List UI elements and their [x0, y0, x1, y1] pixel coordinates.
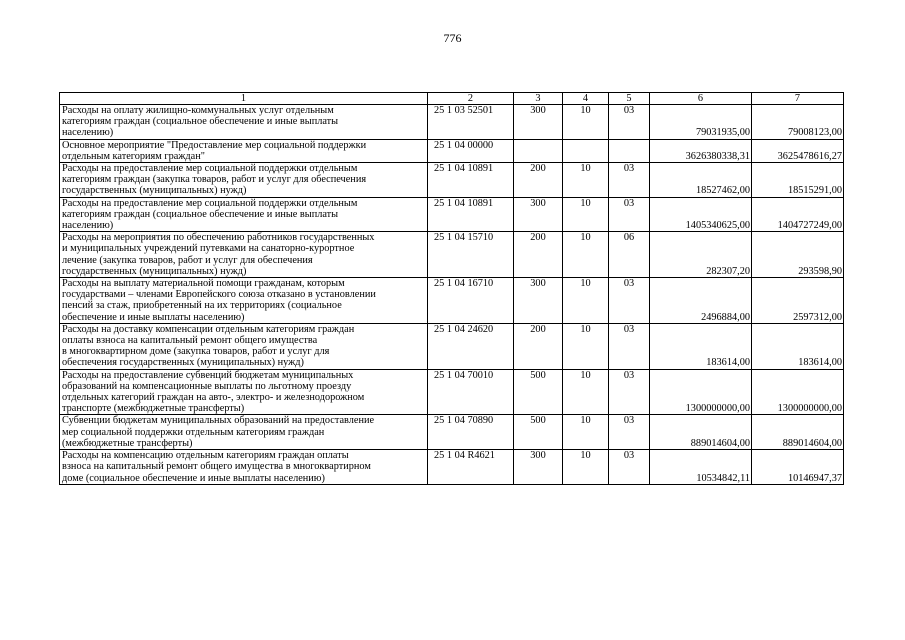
section-cell: 10	[563, 415, 609, 450]
expense-name-line: транспорте (межбюджетные трансферты)	[62, 403, 245, 415]
expense-name-line: Расходы на выплату материальной помощи гражданам, которым	[62, 278, 345, 290]
header-cell: 6	[650, 93, 752, 105]
expense-type-cell: 500	[514, 415, 563, 450]
classification-code-cell: 25 1 04 70010	[428, 369, 514, 415]
table-row	[60, 197, 844, 232]
classification-code-cell: 25 1 04 24620	[428, 323, 514, 369]
amount-year2-cell: 2597312,00	[752, 278, 844, 324]
table-row	[60, 415, 844, 450]
section-cell: 10	[563, 450, 609, 485]
expense-name-cell	[60, 139, 428, 162]
expense-name-line: пенсий за стаж, приобретенный на их территориях (социальное	[62, 300, 342, 312]
budget-table	[59, 92, 844, 485]
subsection-cell	[609, 139, 650, 162]
expense-name-line: государственных (муниципальных) нужд)	[62, 265, 247, 277]
expense-name-line: Субвенции бюджетам муниципальных образований на предоставление	[62, 415, 375, 427]
expense-name-line: образований на компенсационные выплаты по льготному проезду	[62, 380, 352, 392]
subsection-cell: 03	[609, 450, 650, 485]
expense-name-line: категориям граждан (закупка товаров, работ и услуг для обеспечения	[62, 174, 367, 186]
amount-year1-cell: 10534842,11	[650, 450, 752, 485]
amount-year2-cell: 18515291,00	[752, 163, 844, 198]
amount-year2-cell: 183614,00	[752, 323, 844, 369]
header-cell: 4	[563, 93, 609, 105]
expense-name-line: (межбюджетные трансферты)	[62, 437, 193, 449]
classification-code-cell: 25 1 04 00000	[428, 139, 514, 162]
header-cell: 3	[514, 93, 563, 105]
expense-name-line: доме (социальное обеспечение и иные выплаты населению)	[62, 472, 325, 484]
amount-year1-cell: 282307,20	[650, 232, 752, 278]
expense-name-line: мер социальной поддержки отдельным категориям граждан	[62, 426, 325, 438]
expense-type-cell: 300	[514, 105, 563, 140]
expense-name-line: населению)	[62, 220, 114, 232]
amount-year1-cell: 3626380338,31	[650, 139, 752, 162]
classification-code-cell: 25 1 03 52501	[428, 105, 514, 140]
subsection-cell: 03	[609, 105, 650, 140]
table-row	[60, 323, 844, 369]
header-row	[60, 93, 844, 105]
expense-name-cell	[60, 278, 428, 324]
expense-type-cell	[514, 139, 563, 162]
amount-year1-cell: 1405340625,00	[650, 197, 752, 232]
section-cell	[563, 139, 609, 162]
expense-name-line: населению)	[62, 127, 114, 139]
subsection-cell: 03	[609, 323, 650, 369]
expense-name-line: Расходы на компенсацию отдельным категориям граждан оплаты	[62, 450, 349, 462]
amount-year1-cell: 889014604,00	[650, 415, 752, 450]
subsection-cell: 03	[609, 278, 650, 324]
expense-name-line: Расходы на предоставление мер социальной поддержки отдельным	[62, 197, 358, 209]
expense-name-line: категориям граждан (социальное обеспечение и иные выплаты	[62, 208, 339, 220]
amount-year1-cell: 183614,00	[650, 323, 752, 369]
expense-name-line: Расходы на мероприятия по обеспечению работников государственных	[62, 232, 375, 244]
header-cell: 2	[428, 93, 514, 105]
table-row	[60, 139, 844, 162]
amount-year2-cell: 10146947,37	[752, 450, 844, 485]
expense-name-line: обеспечение и иные выплаты населению)	[62, 311, 245, 323]
expense-name-cell	[60, 197, 428, 232]
amount-year2-cell: 1300000000,00	[752, 369, 844, 415]
expense-name-cell	[60, 105, 428, 140]
expense-name-line: в многоквартирном доме (закупка товаров, работ и услуг для	[62, 346, 330, 358]
header-cell: 1	[60, 93, 428, 105]
expense-name-cell	[60, 450, 428, 485]
classification-code-cell: 25 1 04 10891	[428, 163, 514, 198]
expense-type-cell: 200	[514, 232, 563, 278]
section-cell: 10	[563, 323, 609, 369]
expense-name-cell	[60, 163, 428, 198]
section-cell: 10	[563, 278, 609, 324]
section-cell: 10	[563, 105, 609, 140]
expense-name-cell	[60, 323, 428, 369]
expense-name-line: государствами – членами Европейского союза отказано в установлении	[62, 289, 376, 301]
subsection-cell: 03	[609, 163, 650, 198]
subsection-cell: 03	[609, 369, 650, 415]
header-cell: 5	[609, 93, 650, 105]
amount-year1-cell: 2496884,00	[650, 278, 752, 324]
table-row	[60, 232, 844, 278]
section-cell: 10	[563, 197, 609, 232]
section-cell: 10	[563, 163, 609, 198]
page-number: 776	[443, 31, 462, 45]
expense-type-cell: 200	[514, 323, 563, 369]
expense-type-cell: 300	[514, 278, 563, 324]
table-body	[60, 105, 844, 485]
section-cell: 10	[563, 232, 609, 278]
subsection-cell: 03	[609, 197, 650, 232]
expense-name-line: обеспечения государственных (муниципальных) нужд)	[62, 357, 304, 369]
expense-name-line: категориям граждан (социальное обеспечение и иные выплаты	[62, 116, 339, 128]
amount-year2-cell: 1404727249,00	[752, 197, 844, 232]
table-row	[60, 105, 844, 140]
expense-name-cell	[60, 232, 428, 278]
expense-type-cell: 300	[514, 197, 563, 232]
amount-year1-cell: 1300000000,00	[650, 369, 752, 415]
table-row	[60, 450, 844, 485]
subsection-cell: 06	[609, 232, 650, 278]
expense-name-line: отдельных категорий граждан на авто-, электро- и железнодорожном	[62, 392, 365, 404]
table-row	[60, 163, 844, 198]
expense-name-cell	[60, 415, 428, 450]
expense-name-line: Расходы на доставку компенсации отдельным категориям граждан	[62, 323, 355, 335]
amount-year1-cell: 79031935,00	[650, 105, 752, 140]
expense-name-line: взноса на капитальный ремонт общего имущества в многоквартирном	[62, 461, 371, 473]
expense-name-line: Расходы на оплату жилищно-коммунальных услуг отдельным	[62, 105, 334, 116]
expense-name-line: оплаты взноса на капитальный ремонт общего имущества	[62, 335, 318, 347]
expense-type-cell: 200	[514, 163, 563, 198]
amount-year2-cell: 79008123,00	[752, 105, 844, 140]
expense-name-line: Расходы на предоставление субвенций бюджетам муниципальных	[62, 369, 354, 381]
expense-type-cell: 300	[514, 450, 563, 485]
amount-year2-cell: 293598,90	[752, 232, 844, 278]
subsection-cell: 03	[609, 415, 650, 450]
table-row	[60, 278, 844, 324]
amount-year2-cell: 3625478616,27	[752, 139, 844, 162]
classification-code-cell: 25 1 04 70890	[428, 415, 514, 450]
section-cell: 10	[563, 369, 609, 415]
classification-code-cell: 25 1 04 15710	[428, 232, 514, 278]
expense-name-line: и муниципальных учреждений путевками на санаторно-курортное	[62, 243, 355, 255]
expense-name-line: Расходы на предоставление мер социальной поддержки отдельным	[62, 163, 358, 175]
expense-name-line: лечение (закупка товаров, работ и услуг для обеспечения	[62, 254, 313, 266]
expense-name-line: государственных (муниципальных) нужд)	[62, 185, 247, 197]
classification-code-cell: 25 1 04 R4621	[428, 450, 514, 485]
table-row	[60, 369, 844, 415]
expense-name-cell	[60, 369, 428, 415]
classification-code-cell: 25 1 04 16710	[428, 278, 514, 324]
expense-name-line: Основное мероприятие "Предоставление мер социальной поддержки	[62, 139, 367, 151]
classification-code-cell: 25 1 04 10891	[428, 197, 514, 232]
header-cell: 7	[752, 93, 844, 105]
amount-year2-cell: 889014604,00	[752, 415, 844, 450]
expense-name-line: отдельным категориям граждан"	[62, 150, 205, 162]
amount-year1-cell: 18527462,00	[650, 163, 752, 198]
expense-type-cell: 500	[514, 369, 563, 415]
